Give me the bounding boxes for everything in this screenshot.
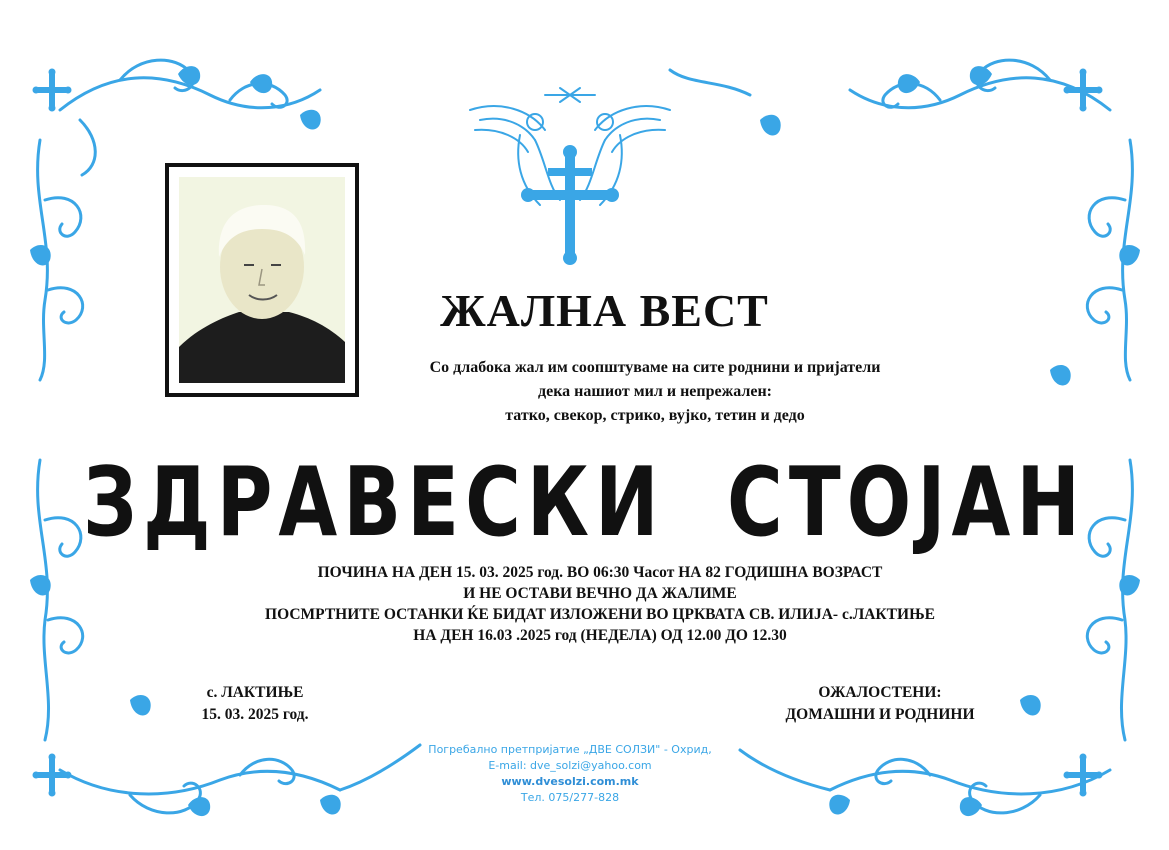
agency-email: E-mail: dve_solzi@yahoo.com [488,759,652,772]
agency-name: Погребално претпријатие „ДВЕ СОЛЗИ" - Охрид, [428,743,712,756]
intro-line: татко, свекор, стрико, вујко, тетин и дедо [505,407,805,424]
agency-website: www.dvesolzi.com.mk [501,775,639,788]
intro-text [360,356,950,428]
place-and-date [170,682,340,726]
mourners-label: ОЖАЛОСТЕНИ: [818,684,942,701]
death-details [200,562,1000,646]
place: с. ЛАКТИЊЕ [206,684,304,701]
details-line: И НЕ ОСТАВИ ВЕЧНО ДА ЖАЛИМЕ [463,585,737,602]
mourners-block [760,682,1000,726]
deceased-portrait [179,177,345,383]
intro-line: дека нашиот мил и непрежален: [538,383,772,400]
portrait-frame [165,163,359,397]
details-line: ПОСМРТНИТЕ ОСТАНКИ ЌЕ БИДАТ ИЗЛОЖЕНИ ВО ЦРКВАТА СВ. ИЛИЈА- с.ЛАКТИЊЕ [265,606,935,623]
date: 15. 03. 2025 год. [201,706,309,723]
details-line: ПОЧИНА НА ДЕН 15. 03. 2025 год. ВО 06:30 Часот НА 82 ГОДИШНА ВОЗРАСТ [317,564,883,581]
deceased-name: ЗДРАВЕСКИ СТОЈАН [83,446,1086,558]
agency-phone: Тел. 075/277-828 [520,791,620,804]
intro-line: Со длабока жал им соопштуваме на сите роднини и пријатели [429,359,881,376]
mourners-names: ДОМАШНИ И РОДНИНИ [785,706,975,723]
portrait-illustration [179,177,345,383]
details-line: НА ДЕН 16.03 .2025 год (НЕДЕЛА) ОД 12.00 ДО 12.30 [413,627,787,644]
notice-title: ЖАЛНА ВЕСТ [440,285,769,336]
funeral-agency-info [400,742,740,806]
